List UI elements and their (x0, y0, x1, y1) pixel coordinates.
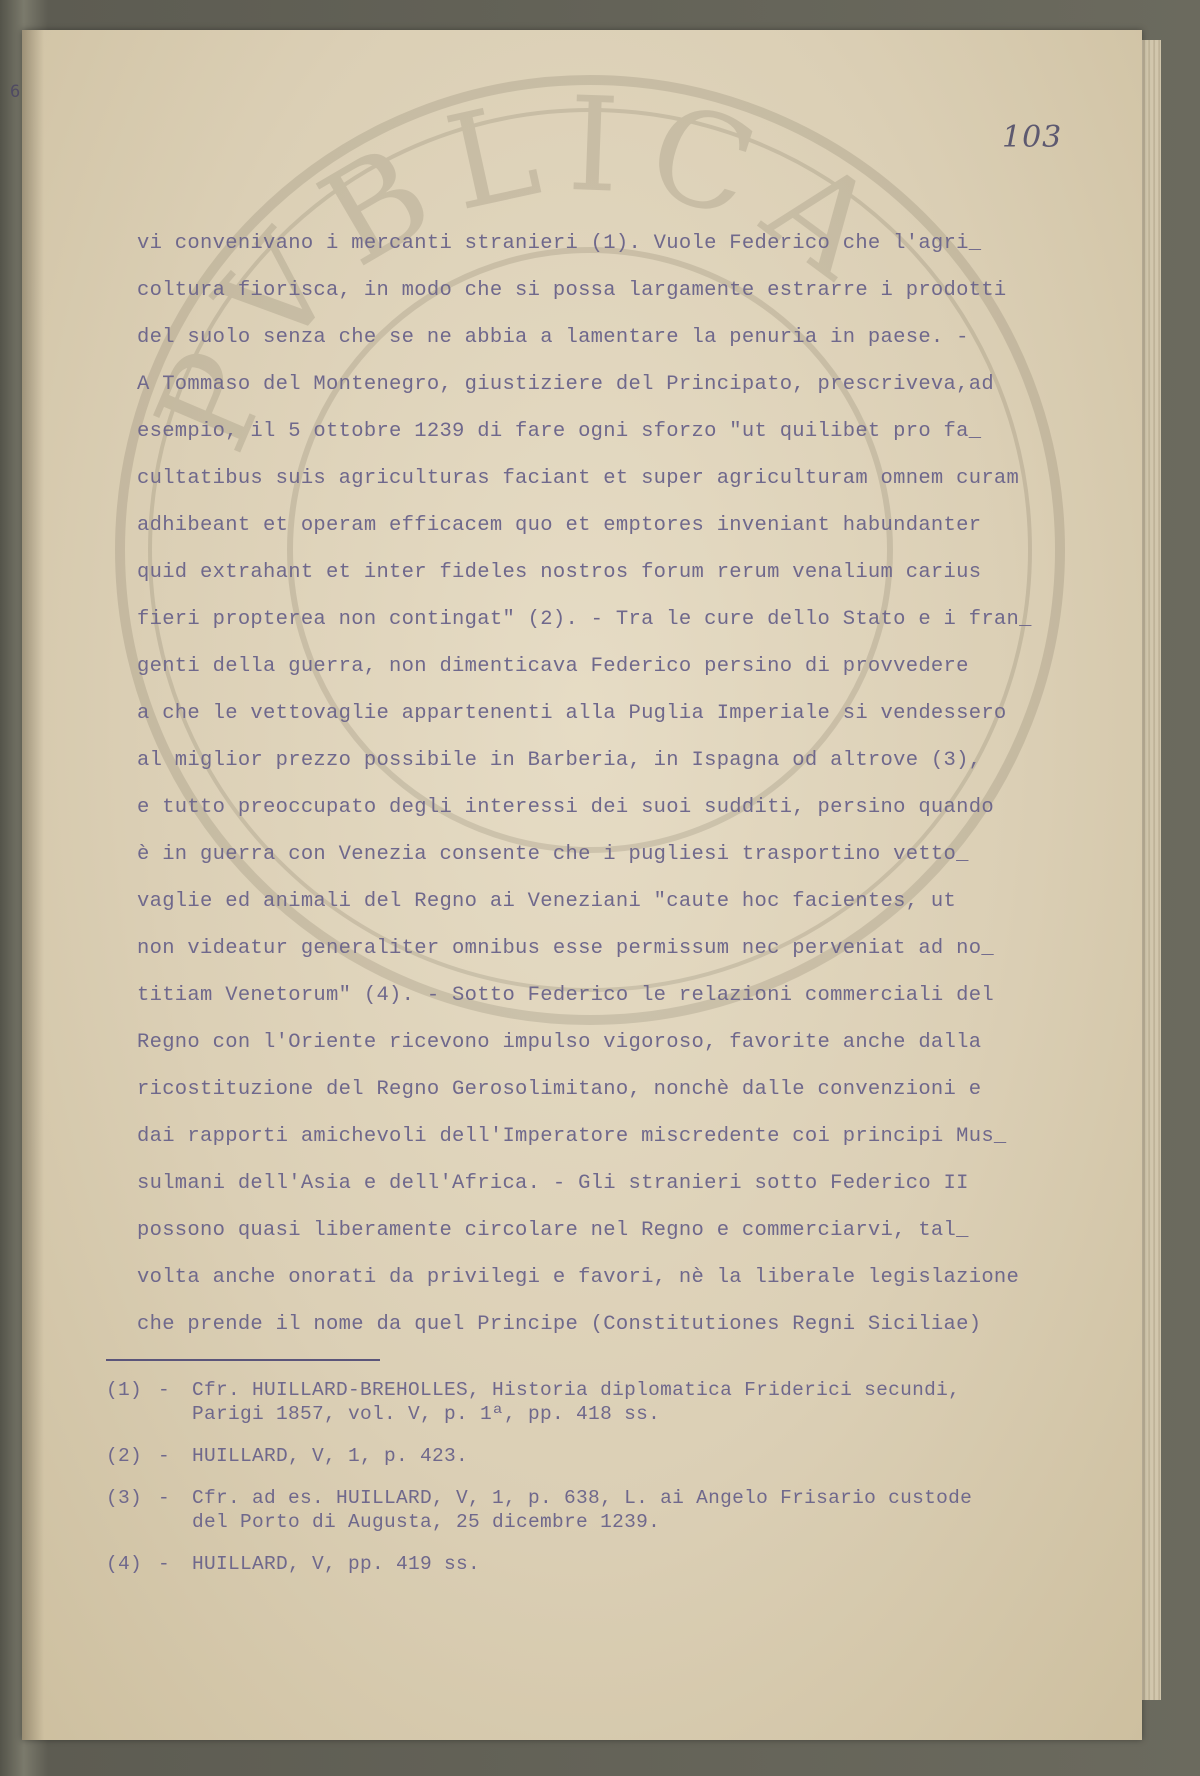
footnote-number: (4) (106, 1553, 143, 1575)
footnote-number: (1) (106, 1379, 143, 1401)
footnote-line: HUILLARD, V, 1, p. 423. (192, 1445, 469, 1467)
text-line: quid extrahant et inter fideles nostros forum rerum venalium carius (137, 561, 982, 584)
footnotes (106, 1378, 1096, 1594)
binding-shadow (22, 30, 44, 1740)
folio-number: 103 (1002, 120, 1063, 155)
text-line: esempio, il 5 ottobre 1239 di fare ogni sforzo "ut quilibet pro fa_ (137, 420, 982, 443)
text-line: a che le vettovaglie appartenenti alla Puglia Imperiale si vendessero (137, 702, 1007, 725)
text-line: del suolo senza che se ne abbia a lamentare la penuria in paese. - (137, 326, 969, 349)
main-text (137, 230, 1107, 1358)
footnote-3 (106, 1486, 1096, 1534)
footnote-4 (106, 1552, 1096, 1576)
text-line: è in guerra con Venezia consente che i pugliesi trasportino vetto_ (137, 843, 969, 866)
text-line: possono quasi liberamente circolare nel Regno e commerciarvi, tal_ (137, 1219, 969, 1242)
text-line: e tutto preoccupato degli interessi dei suoi sudditi, persino quando (137, 796, 994, 819)
text-line: A Tommaso del Montenegro, giustiziere del Principato, prescriveva,ad (137, 373, 994, 396)
footnote-dash: - (158, 1487, 171, 1509)
text-line: al miglior prezzo possibile in Barberia, in Ispagna od altrove (3), (137, 749, 982, 772)
footnote-1 (106, 1378, 1096, 1426)
footnote-dash: - (158, 1553, 171, 1575)
footnote-line: Cfr. HUILLARD-BREHOLLES, Historia diplomatica Friderici secundi, (192, 1379, 961, 1401)
footnote-line: del Porto di Augusta, 25 dicembre 1239. (192, 1511, 661, 1533)
footnote-line: HUILLARD, V, pp. 419 ss. (192, 1553, 481, 1575)
text-line: dai rapporti amichevoli dell'Imperatore miscredente coi principi Mus_ (137, 1125, 1007, 1148)
footnote-separator (106, 1359, 380, 1361)
footnote-number: (2) (106, 1445, 143, 1467)
text-line: coltura fiorisca, in modo che si possa largamente estrarre i prodotti (137, 279, 1007, 302)
text-line: sulmani dell'Asia e dell'Africa. - Gli stranieri sotto Federico II (137, 1172, 969, 1195)
footnote-line: Cfr. ad es. HUILLARD, V, 1, p. 638, L. ai Angelo Frisario custode (192, 1487, 973, 1509)
corner-page-number: 6 (10, 82, 21, 102)
text-line: cultatibus suis agriculturas faciant et super agriculturam omnem curam (137, 467, 1020, 490)
text-line: Regno con l'Oriente ricevono impulso vigoroso, favorite anche dalla (137, 1031, 982, 1054)
text-line: vi convenivano i mercanti stranieri (1). Vuole Federico che l'agri_ (137, 232, 982, 255)
text-line: volta anche onorati da privilegi e favori, nè la liberale legislazione (137, 1266, 1020, 1289)
text-line: non videatur generaliter omnibus esse permissum nec perveniat ad no_ (137, 937, 994, 960)
footnote-dash: - (158, 1445, 171, 1467)
text-line: che prende il nome da quel Principe (Constitutiones Regni Siciliae) (137, 1313, 982, 1336)
footnote-line: Parigi 1857, vol. V, p. 1ª, pp. 418 ss. (192, 1403, 661, 1425)
text-line: titiam Venetorum" (4). - Sotto Federico le relazioni commerciali del (137, 984, 994, 1007)
text-line: genti della guerra, non dimenticava Federico persino di provvedere (137, 655, 969, 678)
text-line: fieri propterea non contingat" (2). - Tra le cure dello Stato e i fran_ (137, 608, 1032, 631)
text-line: ricostituzione del Regno Gerosolimitano, nonchè dalle convenzioni e (137, 1078, 982, 1101)
footnote-dash: - (158, 1379, 171, 1401)
footnote-number: (3) (106, 1487, 143, 1509)
text-line: vaglie ed animali del Regno ai Veneziani "caute hoc facientes, ut (137, 890, 957, 913)
text-line: adhibeant et operam efficacem quo et emptores inveniant habundanter (137, 514, 982, 537)
footnote-2 (106, 1444, 1096, 1468)
